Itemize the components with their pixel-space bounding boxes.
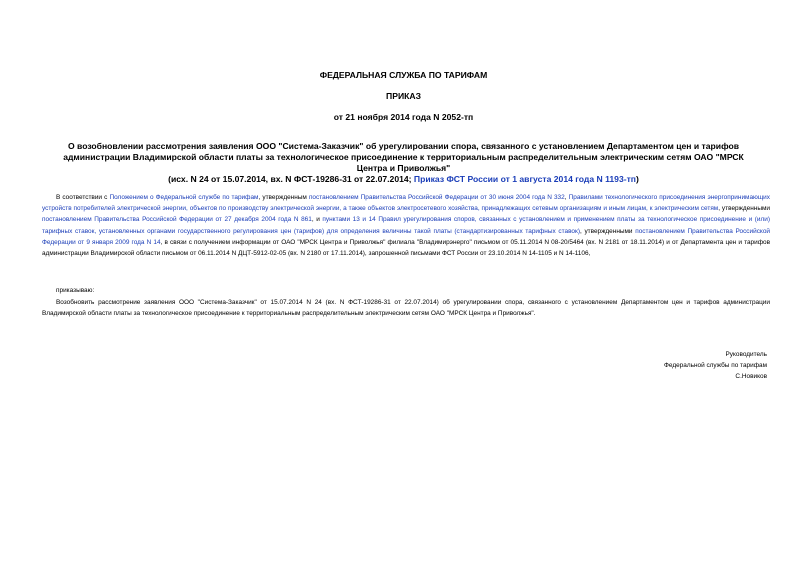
preamble-text: , в связи с получением информации от ОАО "МРСК Центра и Приволжья" филиала "Владимирэнерго" письмом от 05.11.2014 N 08-20/5464 (вх. N 2181 от 18.11.2014) и от Департамента цен и тарифов администрации Владимирской области письмом от 06.11.2014 N ДЦТ-5912-02-05 (вх. N 2180 от 17.11.2014), запрошенной письмами ФСТ России от 23.10.2014 N 14-1105 и N 14-1106,	[42, 238, 770, 258]
signature-organization: Федеральной службы по тарифам	[664, 362, 767, 369]
reference-order-link[interactable]: Приказ ФСТ России от 1 августа 2014 года N 1193-тп	[413, 174, 636, 184]
link-decree-332[interactable]: постановлением Правительства Российской Федерации от 30 июня 2004 года N 332	[308, 194, 565, 201]
preamble-text: , и	[311, 216, 323, 224]
preamble-text: ,	[564, 194, 569, 201]
title-main: О возобновлении рассмотрения заявления ООО "Система-Заказчик" об урегулировании спора, связанного с установлением Департаментом цен и тарифов администрации Владимирской области платы за технологическое присоединение к территориальным распределительным электрическим сетям ОАО "МРСК Центра и Приволжья"	[63, 141, 744, 173]
order-word: приказываю:	[56, 287, 95, 294]
organization-name: ФЕДЕРАЛЬНАЯ СЛУЖБА ПО ТАРИФАМ	[319, 70, 488, 80]
link-decree-14[interactable]: постановлением Правительства Российской Федерации от 9 января 2009 года N 14	[42, 227, 770, 246]
link-fst-regulation[interactable]: Положением о Федеральной службе по тарифам	[109, 194, 259, 201]
signature-position: Руководитель	[725, 351, 767, 358]
order-paragraph: Возобновить рассмотрение заявления ООО "Система-Заказчик" от 15.07.2014 N 24 (вх. N ФСТ-19286-31 от 22.07.2014) об урегулировании спора, связанного с установлением Департаментом цен и тарифов администрации Владимирской области платы за технологическое присоединение к территориальным распределительным электрическим сетям ОАО "МРСК Центра и Приволжья".	[42, 299, 770, 318]
link-decree-861[interactable]: постановлением Правительства Российской Федерации от 27 декабря 2004 года N 861	[42, 216, 312, 224]
preamble-text: , утвержденными	[579, 227, 636, 235]
signature-name: С.Новиков	[735, 373, 767, 380]
reference-suffix: )	[636, 174, 639, 184]
document-date: от 21 ноября 2014 года N 2052-тп	[333, 112, 474, 122]
preamble-paragraph	[42, 192, 770, 259]
link-dispute-rules[interactable]: пунктами 13 и 14 Правил урегулирования споров, связанных с установлением и применением платы за технологическое присоединение и (или) тарифных ставок, установленных органами государственного регулирования цен (тарифов) для определения величины такой платы (стандартизированных тарифных ставок)	[42, 216, 770, 235]
preamble-text: В соответствии с	[56, 194, 110, 201]
link-connection-rules[interactable]: Правилами технологического присоединения энергопринимающих устройств потребителей электрической энергии, объектов по производству электрической энергии, а также объектов электросетевого хозяйства, принадлежащих сетевым организациям и иным лицам, к электрическим сетям	[42, 194, 770, 213]
document-title	[50, 141, 757, 185]
reference-prefix: (исх. N 24 от 15.07.2014, вх. N ФСТ-19286-31 от 22.07.2014;	[168, 174, 414, 184]
signature-block	[664, 349, 767, 382]
preamble-text: , утвержденным	[258, 194, 309, 201]
document-type: ПРИКАЗ	[386, 91, 421, 101]
title-reference	[50, 174, 757, 185]
preamble-text: , утвержденными	[718, 205, 771, 213]
